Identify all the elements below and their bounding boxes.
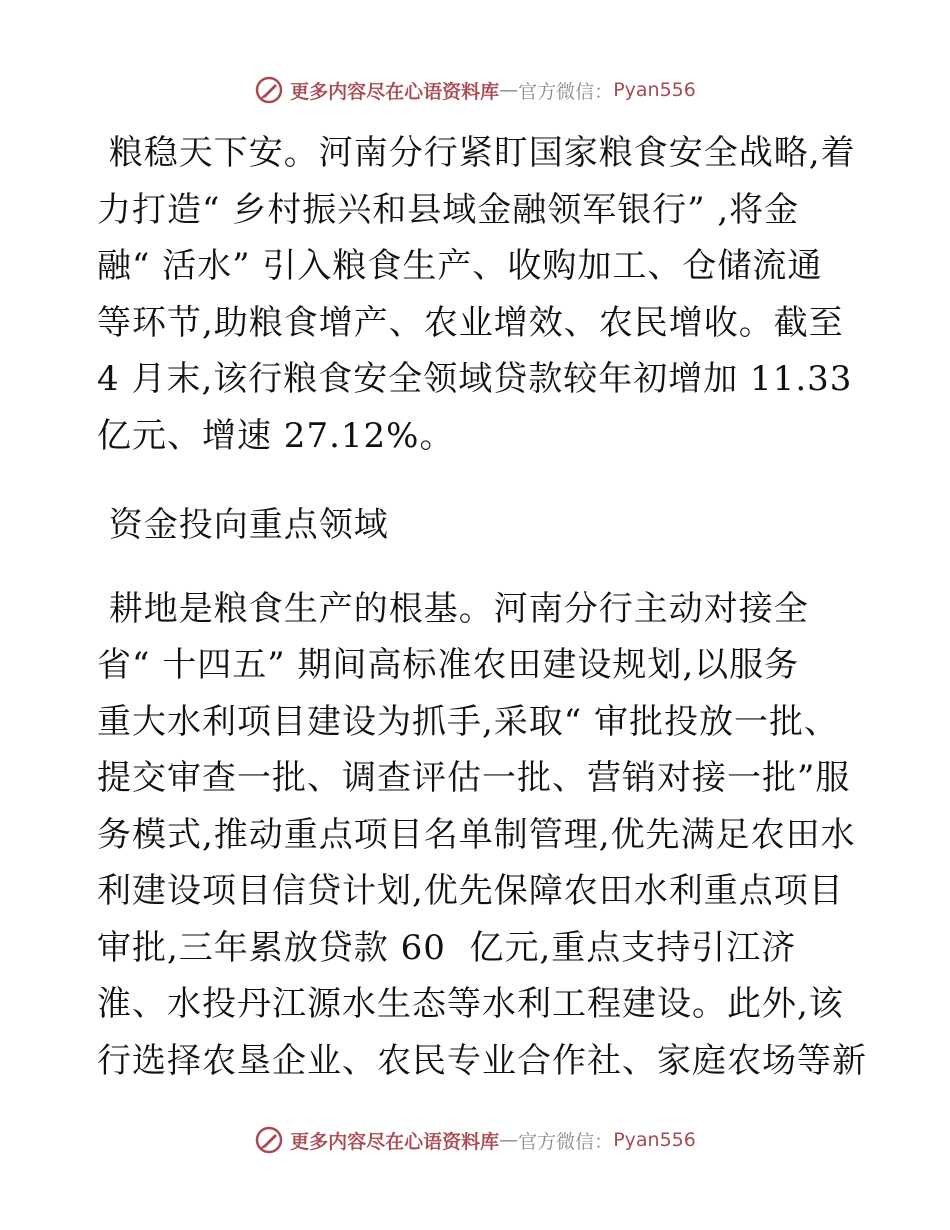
quill-logo-icon [254, 75, 284, 105]
text-line: 融“ 活水” 引入粮食生产、收购加工、仓储流通 [97, 246, 823, 286]
watermark-title: 更多内容尽在心语资料库 [290, 80, 500, 103]
text-line: 行选择农垦企业、农民专业合作社、家庭农场等新 [97, 1040, 867, 1081]
watermark-wechat-label: 官方微信： [518, 1130, 614, 1153]
text-line: 耕地是粮食生产的根基。河南分行主动对接全 [97, 588, 809, 629]
text-line: 4 月末,该行粮食安全领域贷款较年初增加 11.33 [97, 359, 853, 399]
text-line: 重大水利项目建设为抓手,采取“ 审批投放一批、 [97, 701, 839, 742]
watermark-wechat-id: Pyan556 [613, 79, 696, 101]
text-line: 提交审查一批、调查评估一批、营销对接一批”服 [97, 758, 851, 798]
watermark-wechat-id: Pyan556 [613, 1129, 696, 1151]
document-body [97, 125, 867, 1089]
section-heading: 资金投向重点领域 [97, 505, 389, 545]
paragraph-farmland [97, 581, 867, 1090]
text-line: 省“ 十四五” 期间高标准农田建设规划,以服务 [97, 645, 800, 685]
text-line: 利建设项目信贷计划,优先保障农田水利重点项目 [97, 871, 844, 911]
text-line: 力打造“ 乡村振兴和县域金融领军银行” ,将金 [97, 189, 800, 230]
watermark-banner-bottom [0, 1120, 950, 1160]
paragraph-grain-security [97, 125, 857, 464]
text-line: 等环节,助粮食增产、农业增效、农民增收。截至 [97, 302, 844, 343]
text-line: 务模式,推动重点项目名单制管理,优先满足农田水 [97, 814, 856, 855]
quill-logo-icon [254, 1125, 284, 1155]
watermark-title: 更多内容尽在心语资料库 [290, 1130, 500, 1153]
text-line: 审批,三年累放贷款 60 亿元,重点支持引江济 [97, 927, 797, 968]
watermark-separator: — [499, 1129, 519, 1151]
watermark-wechat-label: 官方微信： [518, 80, 614, 103]
text-line: 粮稳天下安。河南分行紧盯国家粮食安全战略,着 [97, 133, 856, 173]
watermark-banner-top [0, 70, 950, 110]
text-line: 亿元、增速 27.12%。 [97, 415, 455, 456]
text-line: 淮、水投丹江源水生态等水利工程建设。此外,该 [97, 984, 844, 1024]
watermark-separator: — [499, 79, 519, 101]
